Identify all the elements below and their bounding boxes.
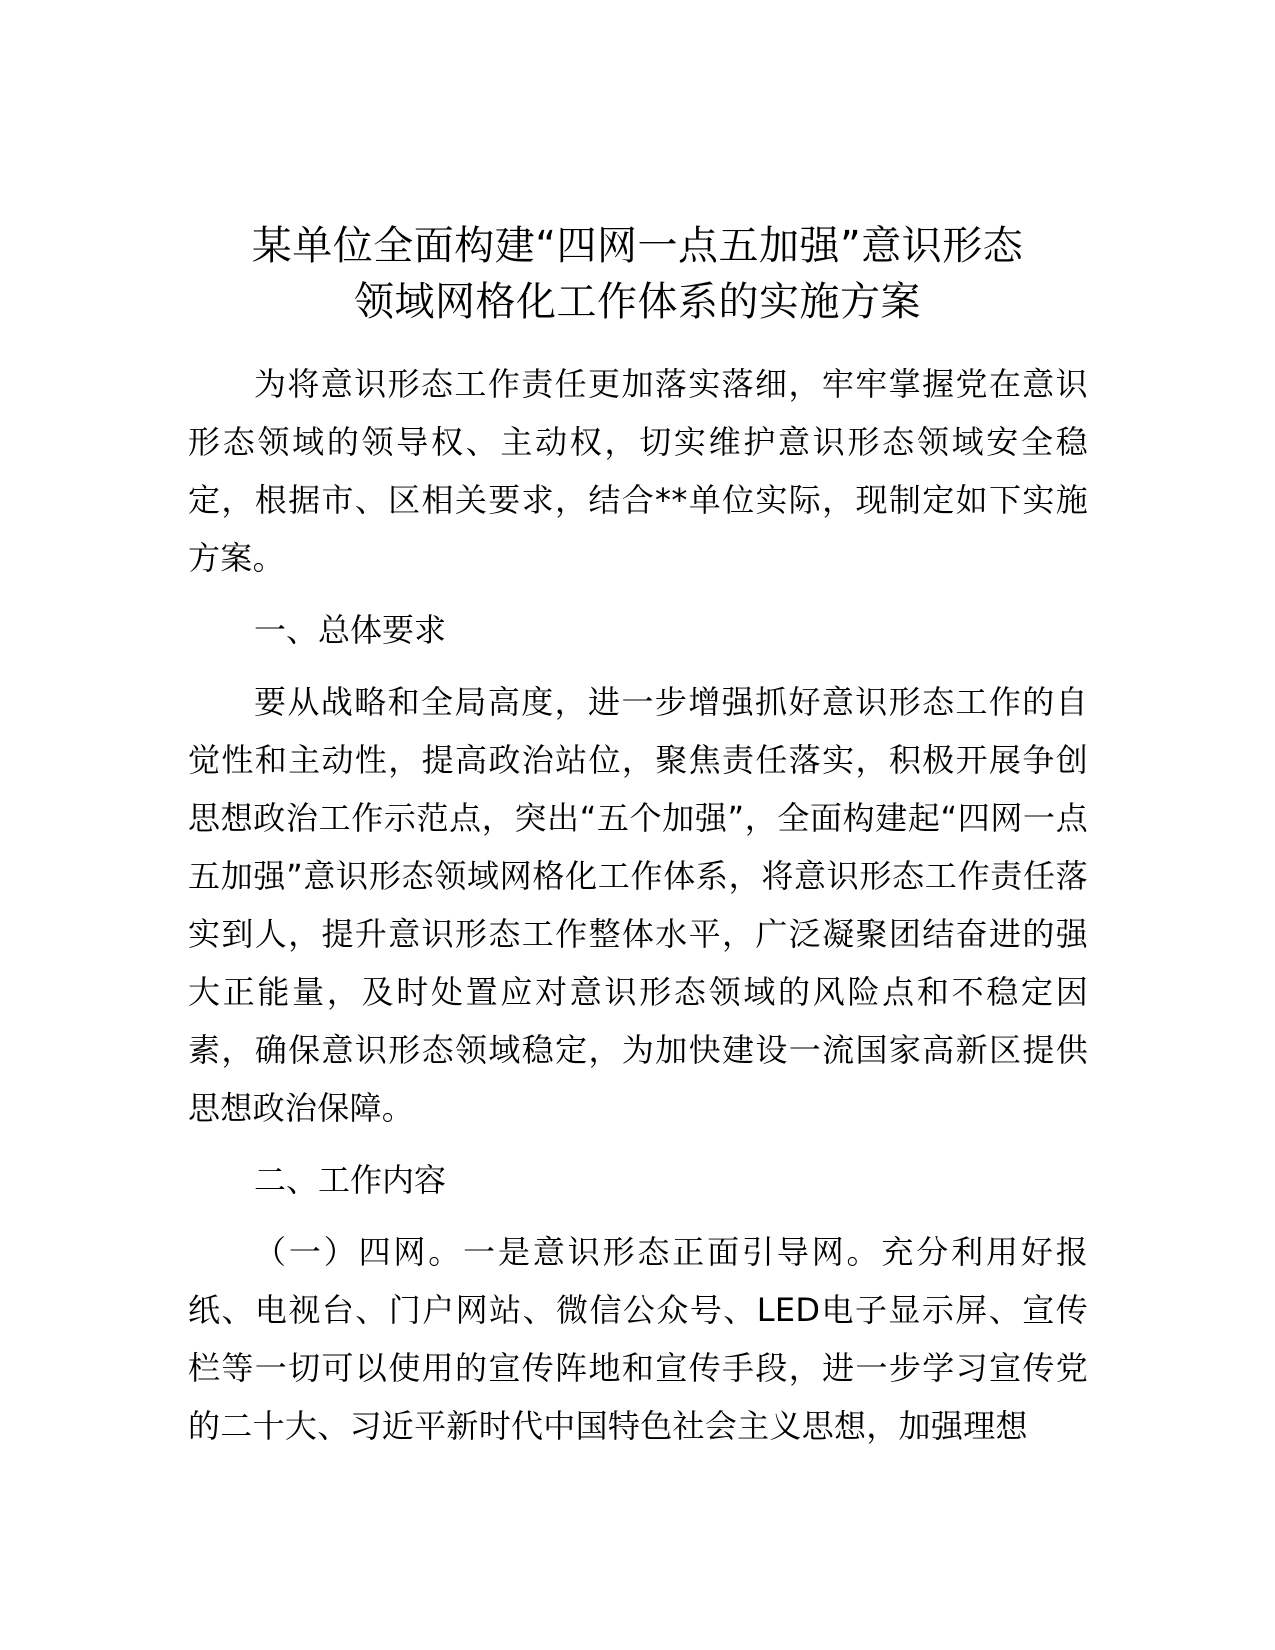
title-line-2: 领域网格化工作体系的实施方案 (354, 279, 921, 325)
document-body (188, 355, 1088, 1469)
document-title (150, 218, 1125, 330)
section-heading-work-content: 二、工作内容 (254, 1161, 447, 1199)
title-line-1: 某单位全面构建“四网一点五加强”意识形态 (251, 223, 1024, 269)
intro-paragraph: 为将意识形态工作责任更加落实落细，牢牢掌握党在意识形态领域的领导权、主动权，切实维护意识形态领域安全稳定，根据市、区相关要求，结合**单位实际，现制定如下实施方案。 (188, 365, 1088, 577)
overall-requirements-paragraph: 要从战略和全局高度，进一步增强抓好意识形态工作的自觉性和主动性，提高政治站位，聚焦责任落实，积极开展争创思想政治工作示范点，突出“五个加强”，全面构建起“四网一点五加强”意识形态领域网格化工作体系，将意识形态工作责任落实到人，提升意识形态工作整体水平，广泛凝聚团结奋进的强大正能量，及时处置应对意识形态领域的风险点和不稳定因素，确保意识形态领域稳定，为加快建设一流国家高新区提供思想政治保障。 (188, 683, 1088, 1127)
section-heading-overall-requirements: 一、总体要求 (254, 611, 447, 649)
work-content-paragraph: （一）四网。一是意识形态正面引导网。充分利用好报纸、电视台、门户网站、微信公众号、LED电子显示屏、宣传栏等一切可以使用的宣传阵地和宣传手段，进一步学习宣传党的二十大、习近平新时代中国特色社会主义思想，加强理想 (188, 1233, 1088, 1445)
